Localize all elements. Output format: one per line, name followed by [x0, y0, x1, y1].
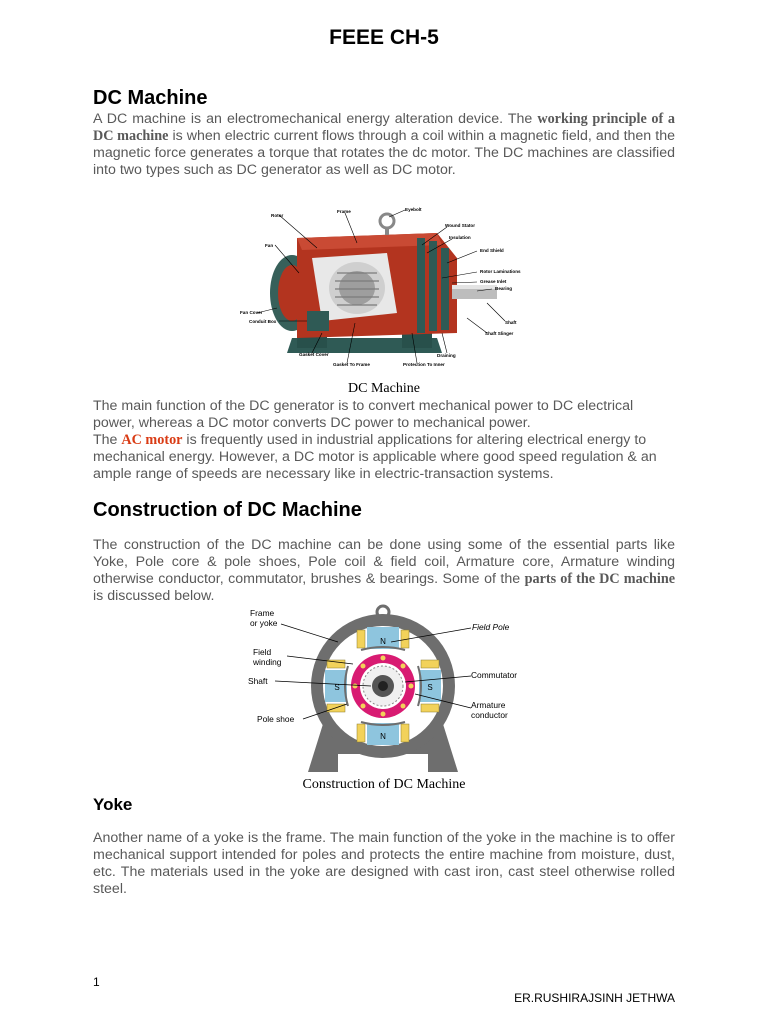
label-frame: Frame: [337, 209, 351, 214]
label-gasket-to-frame: Gasket To Frame: [333, 362, 370, 367]
ac-text-1: The: [93, 432, 122, 448]
figure-dc-machine-cutaway: [237, 203, 532, 379]
page-number: 1: [93, 975, 100, 989]
label-protection-to-inner: Protection To Inner: [403, 362, 445, 367]
label-field-pole: Field Pole: [472, 622, 510, 632]
heading-construction: Construction of DC Machine: [93, 499, 362, 521]
label-rotor: Rotor: [271, 213, 284, 218]
paragraph-yoke: Another name of a yoke is the frame. The main function of the yoke in the machine is to offer mechanical support intended for poles and protects the entire machine from moisture, dust, etc. The materials used in the yoke are designed with cast iron, cast steel otherwise rolled steel.: [93, 830, 675, 897]
label-grease-inlet: Grease Inlet: [480, 279, 507, 284]
figure-dc-machine-cross-section: [243, 604, 525, 776]
label-field: Field: [253, 647, 272, 657]
ac-text-2: is frequently used in industrial applications for altering electrical energy to mechanical energy. However, a DC motor is applicable where good speed regulation & an ample range of speeds are necessary like in electric-transaction systems.: [93, 432, 657, 482]
construction-text-1: The construction of the DC machine can be done using some of the essential parts like Yoke, Pole core & pole shoes, Pole coil & field coil, Armature core, Armature winding otherwise conductor, commutator, brushes & bearings. Some of the: [93, 537, 675, 587]
document-title: FEEE CH-5: [329, 26, 439, 49]
label-winding: winding: [253, 657, 282, 667]
heading-yoke: Yoke: [93, 795, 133, 814]
caption-construction: Construction of DC Machine: [302, 777, 466, 792]
label-wound-stator: Wound Stator: [445, 223, 476, 228]
label-fan-cover: Fan Cover: [240, 310, 263, 315]
label-insulation: Insulation: [449, 235, 471, 240]
intro-text-2: is when electric current flows through a coil within a magnetic field, and then the magnetic force generates a torque that rotates the dc motor. The DC machines are classified into two types such as DC generator as well as DC motor.: [93, 128, 675, 178]
label-gasket-cover: Gasket Cover: [299, 352, 329, 357]
footer-author: ER.RUSHIRAJSINH JETHWA: [514, 991, 675, 1005]
label-fan: Fan: [265, 243, 274, 248]
label-armature: Armature: [471, 700, 506, 710]
paragraph-intro: [93, 111, 675, 179]
label-pole-s-right: S: [427, 683, 433, 692]
label-shaft: Shaft: [248, 676, 268, 686]
paragraph-construction: [93, 537, 675, 605]
heading-dc-machine: DC Machine: [93, 87, 208, 109]
label-rotor-laminations: Rotor Laminations: [480, 269, 521, 274]
construction-text-2: is discussed below.: [93, 588, 215, 604]
label-frame: Frame: [250, 608, 275, 618]
label-pole-shoe: Pole shoe: [257, 714, 295, 724]
intro-bold-phrase: working principle of a DC machine: [93, 111, 675, 144]
label-or-yoke: or yoke: [250, 618, 278, 628]
label-end-shield: End Shield: [480, 248, 504, 253]
label-pole-n-bottom: N: [380, 732, 386, 741]
label-pole-n-top: N: [380, 637, 386, 646]
label-draining: Draining: [437, 353, 456, 358]
label-bearing: Bearing: [495, 286, 513, 291]
ac-motor-link[interactable]: AC motor: [121, 432, 183, 448]
construction-bold-phrase: parts of the DC machine: [524, 571, 676, 587]
label-pole-s-left: S: [334, 683, 340, 692]
paragraph-ac-motor: [93, 432, 675, 483]
label-commutator: Commutator: [471, 670, 518, 680]
intro-text-1: A DC machine is an electromechanical energy alteration device. The: [93, 111, 538, 127]
label-conduit-box: Conduit Box: [249, 319, 277, 324]
label-shaft: Shaft: [505, 320, 517, 325]
caption-dc-machine: DC Machine: [348, 381, 420, 396]
paragraph-generator-function: The main function of the DC generator is to convert mechanical power to DC electrical power, whereas a DC motor converts DC power to mechanical power.: [93, 398, 634, 431]
label-eyebolt: Eyebolt: [405, 207, 422, 212]
label-conductor: conductor: [471, 710, 508, 720]
label-shaft-slinger: Shaft Slinger: [485, 331, 514, 336]
